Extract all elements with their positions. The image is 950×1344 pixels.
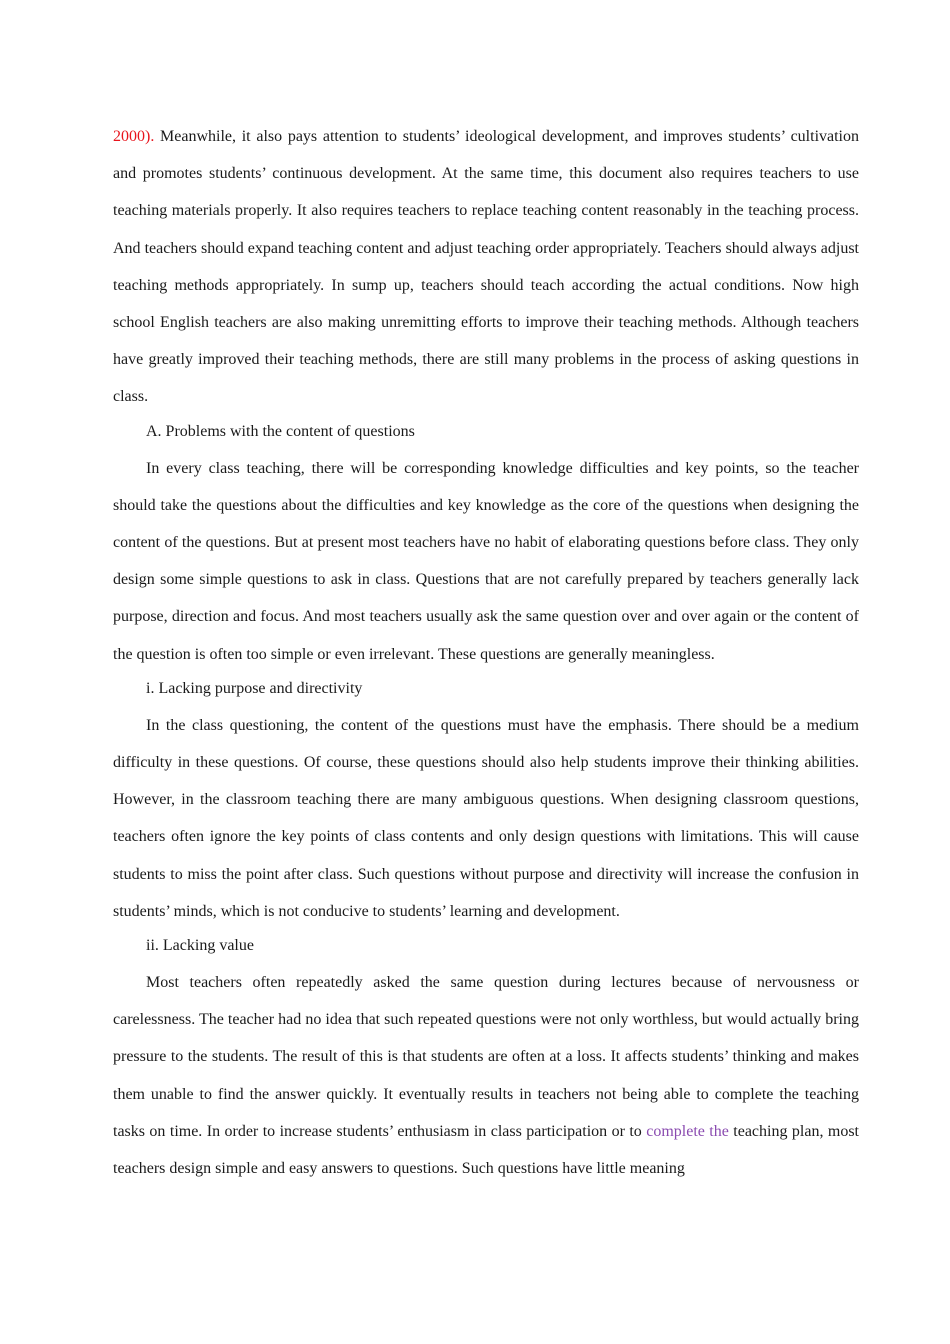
body-paragraph-1 <box>113 118 859 416</box>
paragraph-4-text-after: teaching plan, most teachers design simple and easy answers to questions. Such questions have little meaning <box>113 1122 860 1178</box>
subsection-heading-i: i. Lacking purpose and directivity <box>146 679 363 697</box>
body-paragraph-4 <box>113 964 859 1187</box>
document-page <box>113 118 859 1187</box>
body-paragraph-3: In the class questioning, the content of the questions must have the emphasis. There should be a medium difficulty in these questions. Of course, these questions should also help students improve their thinking abilities. However, in the classroom teaching there are many ambiguous questions. When designing classroom questions, teachers often ignore the key points of class contents and only design questions with limitations. This will cause students to miss the point after class. Such questions without purpose and directivity will increase the confusion in students’ minds, which is not conducive to students’ learning and development. <box>113 716 859 920</box>
section-heading-a: A. Problems with the content of questions <box>146 422 415 440</box>
subsection-heading-ii: ii. Lacking value <box>146 937 254 955</box>
citation-fragment: 2000). <box>113 128 155 145</box>
body-paragraph-2: In every class teaching, there will be corresponding knowledge difficulties and key points, so the teacher should take the questions about the difficulties and key knowledge as the core of the questions when designing the content of the questions. But at present most teachers have no habit of elaborating questions before class. They only design some simple questions to ask in class. Questions that are not carefully prepared by teachers generally lack purpose, direction and focus. And most teachers usually ask the same question over and over again or the content of the question is often too simple or even irrelevant. These questions are generally meaningless. <box>113 459 859 663</box>
paragraph-1-text: Meanwhile, it also pays attention to students’ ideological development, and improves students’ cultivation and promotes students’ continuous development. At the same time, this document also requires teachers to use teaching materials properly. It also requires teachers to replace teaching content reasonably in the teaching process. And teachers should expand teaching content and adjust teaching order appropriately. Teachers should always adjust teaching methods appropriately. In sump up, teachers should teach according the actual conditions. Now high school English teachers are also making unremitting efforts to improve their teaching methods. Although teachers have greatly improved their teaching methods, there are still many problems in the process of asking questions in class. <box>113 128 859 406</box>
paragraph-4-text-before: Most teachers often repeatedly asked the same question during lectures because of nervousness or carelessness. The teacher had no idea that such repeated questions were not only worthless, but would actually bring pressure to the students. The result of this is that students are often at a loss. It affects students’ thinking and makes them unable to find the answer quickly. It eventually results in teachers not being able to complete the teaching tasks on time. In order to increase students’ enthusiasm in class participation or to <box>113 974 859 1140</box>
highlighted-text: complete the <box>646 1122 729 1140</box>
